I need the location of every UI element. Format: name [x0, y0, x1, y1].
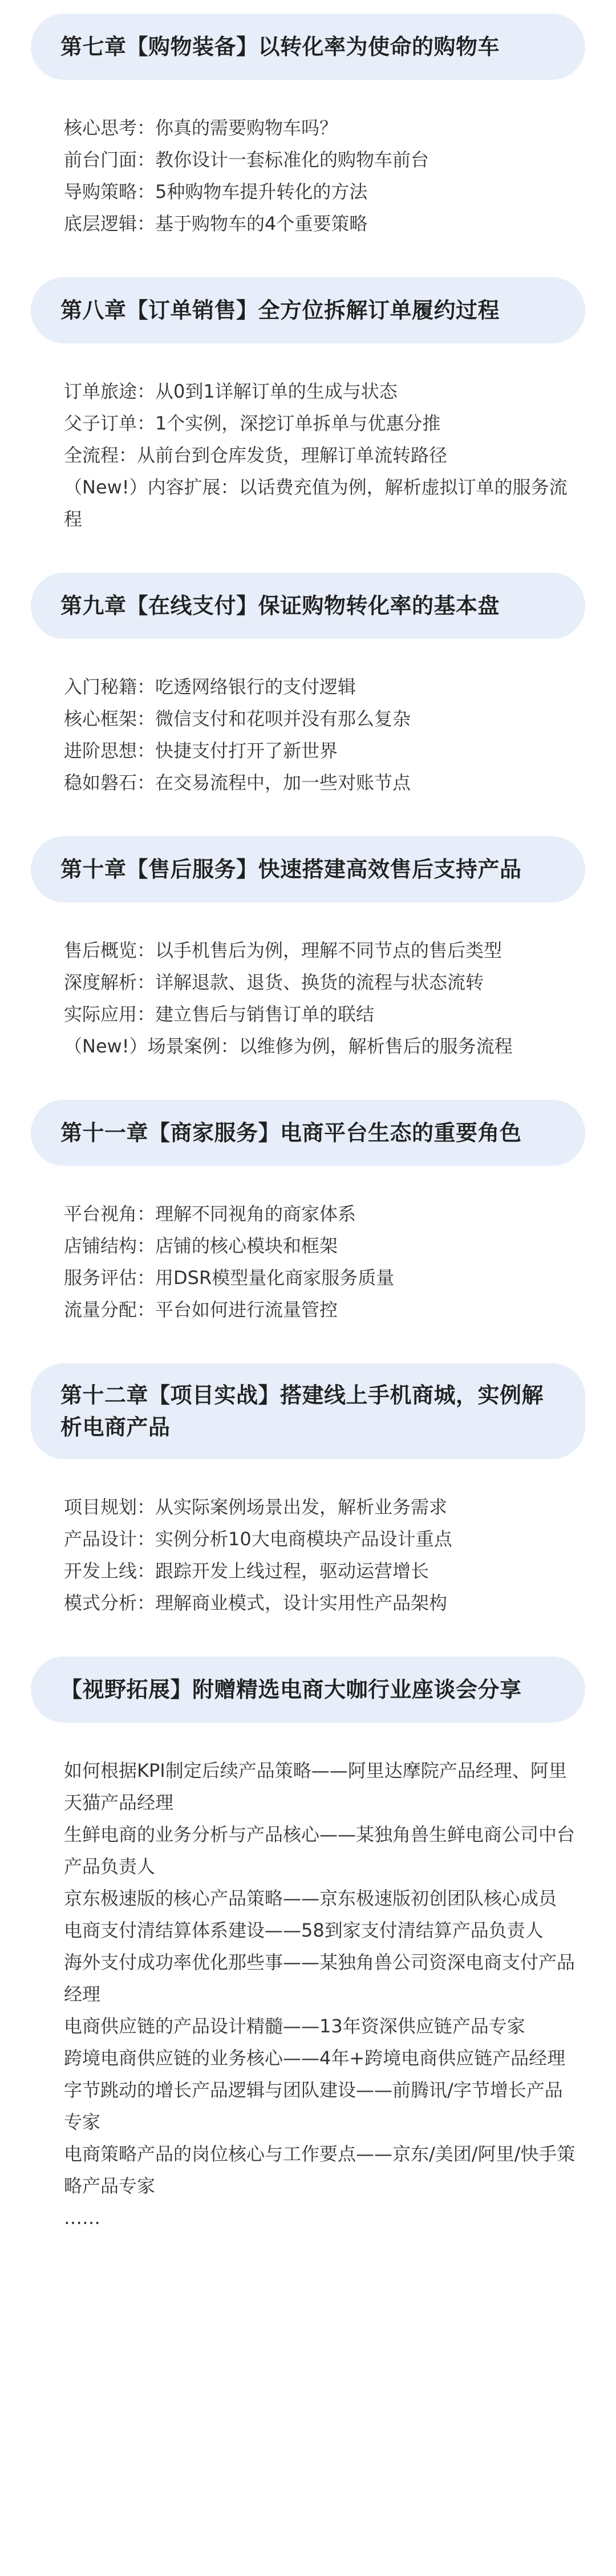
- chapter-title: 第十二章【项目实战】搭建线上手机商城，实例解析电商产品: [60, 1383, 544, 1440]
- chapter-title: 第七章【购物装备】以转化率为使命的购物车: [60, 34, 500, 59]
- list-item: 导购策略：5种购物车提升转化的方法: [64, 181, 368, 202]
- chapter-item-list: [0, 1198, 616, 1326]
- chapter-item-list: [0, 671, 616, 799]
- list-item: 店铺结构：店铺的核心模块和框架: [64, 1235, 338, 1257]
- chapter-header: [31, 573, 585, 639]
- list-item: 深度解析：详解退款、退货、换货的流程与状态流转: [64, 971, 484, 993]
- list-item: 开发上线：跟踪开发上线过程，驱动运营增长: [64, 1560, 429, 1582]
- chapter-header: [31, 1656, 585, 1723]
- list-item: 电商供应链的产品设计精髓——13年资深供应链产品专家: [64, 2015, 525, 2037]
- chapter-title: 【视野拓展】附赠精选电商大咖行业座谈会分享: [60, 1677, 522, 1702]
- chapter-header: [31, 14, 585, 80]
- list-item: 父子订单：1个实例，深挖订单拆单与优惠分推: [64, 412, 441, 434]
- list-item: 服务评估：用DSR模型量化商家服务质量: [64, 1267, 395, 1289]
- talk-list: [0, 1755, 616, 2202]
- list-item: 核心思考：你真的需要购物车吗？: [64, 117, 338, 139]
- chapter-item-list: [0, 112, 616, 240]
- list-item: 实际应用：建立售后与销售订单的联结: [64, 1003, 375, 1025]
- list-item: 电商支付清结算体系建设——58到家支付清结算产品负责人: [64, 1919, 544, 1941]
- list-item: 前台门面：教你设计一套标准化的购物车前台: [64, 149, 429, 171]
- chapter-title: 第十一章【商家服务】电商平台生态的重要角色: [60, 1120, 522, 1145]
- list-item: （New!）场景案例：以维修为例，解析售后的服务流程: [64, 1035, 513, 1057]
- list-item: 字节跳动的增长产品逻辑与团队建设——前腾讯/字节增长产品专家: [64, 2079, 563, 2133]
- list-item: 订单旅途：从0到1详解订单的生成与状态: [64, 380, 398, 402]
- chapter-item-list: [0, 1491, 616, 1619]
- list-item: 项目规划：从实际案例场景出发，解析业务需求: [64, 1496, 448, 1518]
- chapter-header: [31, 1363, 585, 1459]
- list-item: 生鲜电商的业务分析与产品核心——某独角兽生鲜电商公司中台产品负责人: [64, 1824, 576, 1877]
- list-item: 售后概览：以手机售后为例，理解不同节点的售后类型: [64, 939, 502, 961]
- list-item: 模式分析：理解商业模式，设计实用性产品架构: [64, 1592, 448, 1614]
- list-item: 海外支付成功率优化那些事——某独角兽公司资深电商支付产品经理: [64, 1951, 576, 2005]
- chapter-section-7: [0, 14, 616, 277]
- chapter-title: 第十章【售后服务】快速搭建高效售后支持产品: [60, 857, 522, 882]
- chapter-header: [31, 277, 585, 343]
- list-item: （New!）内容扩展：以话费充值为例，解析虚拟订单的服务流程: [64, 476, 568, 530]
- list-item: 流量分配：平台如何进行流量管控: [64, 1299, 338, 1321]
- list-item: 跨境电商供应链的业务核心——4年+跨境电商供应链产品经理: [64, 2047, 566, 2069]
- list-item: 电商策略产品的岗位核心与工作要点——京东/美团/阿里/快手策略产品专家: [64, 2143, 576, 2197]
- chapter-header: [31, 836, 585, 902]
- chapter-title: 第八章【订单销售】全方位拆解订单履约过程: [60, 298, 500, 323]
- list-item: 产品设计：实例分析10大电商模块产品设计重点: [64, 1528, 452, 1550]
- list-item: 稳如磐石：在交易流程中，加一些对账节点: [64, 772, 411, 793]
- chapter-section-11: [0, 1100, 616, 1363]
- chapter-title: 第九章【在线支付】保证购物转化率的基本盘: [60, 593, 500, 618]
- more-ellipsis: ……: [64, 2207, 100, 2229]
- list-item: 平台视角：理解不同视角的商家体系: [64, 1203, 356, 1225]
- bonus-section: [0, 1656, 616, 2234]
- list-item: 底层逻辑：基于购物车的4个重要策略: [64, 213, 368, 234]
- list-item: 如何根据KPI制定后续产品策略——阿里达摩院产品经理、阿里天猫产品经理: [64, 1760, 567, 1813]
- list-item: 核心框架：微信支付和花呗并没有那么复杂: [64, 708, 411, 730]
- chapter-section-9: [0, 573, 616, 836]
- chapter-section-10: [0, 836, 616, 1100]
- list-item: 入门秘籍：吃透网络银行的支付逻辑: [64, 676, 356, 698]
- chapter-header: [31, 1100, 585, 1166]
- list-item: 京东极速版的核心产品策略——京东极速版初创团队核心成员: [64, 1888, 557, 1909]
- chapter-item-list: [0, 934, 616, 1062]
- chapter-section-8: [0, 277, 616, 573]
- chapter-item-list: [0, 375, 616, 535]
- list-item: 全流程：从前台到仓库发货，理解订单流转路径: [64, 444, 448, 466]
- list-item: 进阶思想：快捷支付打开了新世界: [64, 740, 338, 762]
- chapter-section-12: [0, 1363, 616, 1656]
